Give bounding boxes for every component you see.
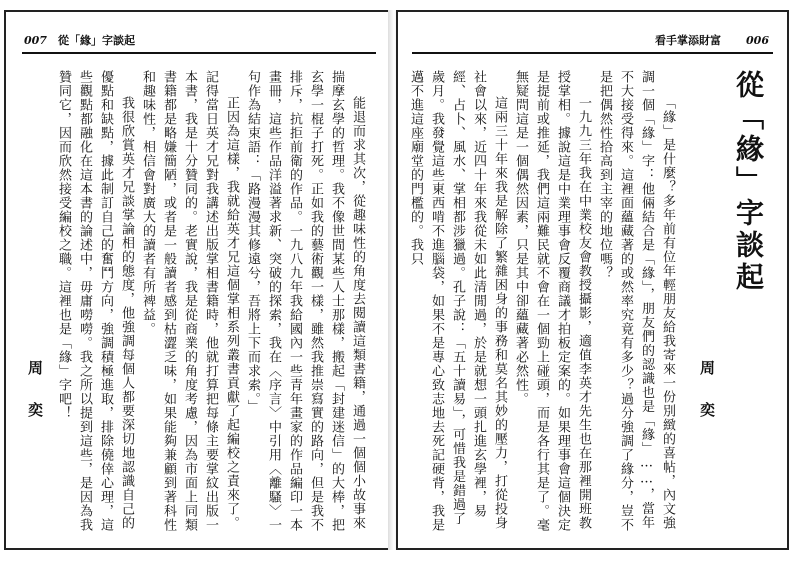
page-number: 007 — [24, 34, 47, 47]
running-title: 看手掌添財富 — [655, 34, 721, 47]
right-page-header — [414, 32, 769, 50]
paragraph: 能退而求其次，從趣味性的角度去閱讀這類書籍，通過一個個小故事來揣摩玄學的哲理。我不像世間某些人士那樣，搬起「封建迷信」的大棒，把玄學一棍子打死。正如我的藝術觀一樣，雖然我推崇寫實的路向，但是我不排斥，抗拒前衛的作品。一九八九年我給國內一些青年畫家的作品編印一本畫冊，這些作品洋溢著求新、突破的探索，我在〈序言〉中引用〈離騷〉一句作為結束語：「路漫漫其修遠兮，吾將上下而求索。」 — [245, 70, 365, 532]
paragraph: 這兩三十年來我是解除了繁雜困身的事務和莫名其妙的壓力，打從投身社會以來，近四十年來我從未如此清閒過，於是就想一頭扎進玄學裡，易經、占卜、風水、掌相都涉獵過。孔子說：「五十讀易」，可惜我是錯過了歲月。我發覺這些東西啃不進腦袋，如果不是專心致志地去死記硬背，我是邁不進這座廟堂的門檻的。我只 — [408, 70, 507, 532]
author-signature: 周 奕 — [26, 360, 44, 423]
paragraph: 我很欣賞英才兄談掌論相的態度，他強調每個人都要深切地認識自己的優點和缺點，據此制訂自己的奮鬥方向，強調積極進取，排除僥倖心理，這些觀點都融化在這本書的論述中，毋庸嘮嘮。我之所以提到這些，是因為我贊同它，因而欣然接受編校之職。這裡也是「緣」字吧！ — [56, 70, 134, 532]
author-name: 周 奕 — [698, 360, 716, 423]
left-page — [4, 10, 392, 550]
paragraph: 正因為這樣，我就給英才兄這個掌相系列叢書貢獻了起編校之責來了。記得當日英才兄對我講述出版掌相書籍時，他就打算把每條主要掌紋出版一本書，我是十分贊同的。老實說，我是從商業的角度考慮，因為市面上同類書籍都是略嫌簡陋，或者是一般讀者感到枯澀乏味，如果能夠兼顧到著科性和趣味性，相信會對廣大的讀者有所裨益。 — [140, 70, 239, 532]
paragraph: 一九九三年我在中業校友會教授攝影，適值李英才先生也在那裡開班教授掌相。據說這是中業理事會反覆商議才拍板定案的。如果理事會這個決定是提前或推延，我們這兩難民就不會在一個勁上碰頭，而是各行其是了。毫無疑問這是一個偶然因素，只是其中卻蘊藏著必然性。 — [513, 70, 591, 532]
left-page-body — [26, 70, 368, 536]
right-page-body — [408, 70, 765, 536]
paragraph: 「緣」是什麼？多年前有位年輕朋友給我寄來一份別緻的喜帖，內文強調一個「緣」字：他倆結合是「緣」，朋友們的認識也是「緣」……，當年不大接受得來。這裡面蘊藏著的或然率究竟有多少？過分強調了緣分，豈不是把偶然性拾高到主宰的地位嗎？ — [597, 70, 675, 532]
header-rule — [22, 52, 376, 54]
chapter-title: 從「緣」字談起 — [732, 70, 765, 294]
right-page — [396, 10, 789, 550]
running-title: 從「緣」字談起 — [58, 34, 135, 47]
left-page-header — [24, 32, 374, 50]
header-rule — [412, 52, 773, 54]
page-number: 006 — [746, 34, 769, 47]
